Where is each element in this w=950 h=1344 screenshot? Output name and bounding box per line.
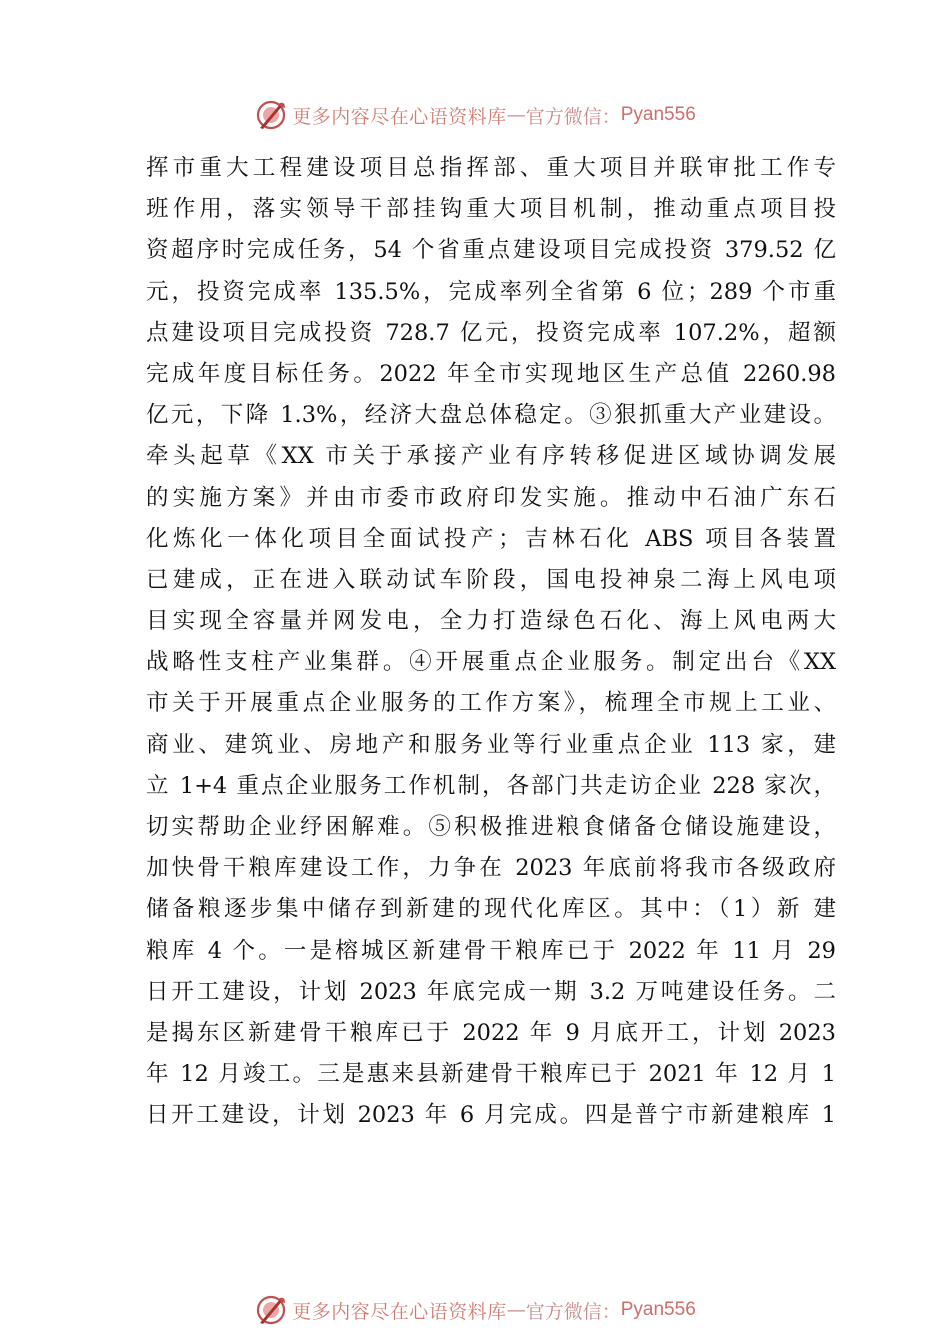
body-line: 商业、建筑业、房地产和服务业等行业重点企业 113 家，建 [146, 731, 836, 758]
watermark-brand: 更多内容尽在心语资料库 [292, 105, 507, 128]
quill-seal-logo-icon [254, 1293, 288, 1327]
body-line: 资超序时完成任务，54 个省重点建设项目完成投资 379.52 亿 [146, 237, 836, 264]
document-body [146, 148, 836, 1137]
body-line: 日开工建设，计划 2023 年底完成一期 3.2 万吨建设任务。二 [146, 978, 836, 1005]
body-line: 粮库 4 个。一是榕城区新建骨干粮库已于 2022 年 11 月 29 [146, 937, 836, 964]
body-line: 元，投资完成率 135.5%，完成率列全省第 6 位；289 个市重 [146, 278, 836, 305]
header-watermark [0, 95, 950, 135]
body-line: 已建成，正在进入联动试车阶段，国电投神泉二海上风电项 [146, 566, 836, 593]
body-line: 市关于开展重点企业服务的工作方案》，梳理全市规上工业、 [146, 690, 836, 717]
watermark-separator: — [506, 1299, 526, 1321]
body-line: 牵头起草《XX 市关于承接产业有序转移促进区域协调发展 [146, 443, 836, 470]
body-line: 立 1+4 重点企业服务工作机制，各部门共走访企业 228 家次， [146, 772, 836, 799]
watermark-separator: — [506, 104, 526, 126]
quill-seal-logo-icon [254, 98, 288, 132]
body-line: 点建设项目完成投资 728.7 亿元，投资完成率 107.2%，超额 [146, 319, 836, 346]
body-line: 化炼化一体化项目全面试投产；吉林石化 ABS 项目各装置 [146, 525, 836, 552]
body-line: 战略性支柱产业集群。④开展重点企业服务。制定出台《XX [146, 649, 836, 676]
body-line: 切实帮助企业纾困解难。⑤积极推进粮食储备仓储设施建设， [146, 814, 836, 840]
body-line: 日开工建设，计划 2023 年 6 月完成。四是普宁市新建粮库 1 [146, 1102, 836, 1129]
body-line: 班作用，落实领导干部挂钩重大项目机制，推动重点项目投 [146, 196, 836, 223]
body-line: 挥市重大工程建设项目总指挥部、重大项目并联审批工作专 [146, 155, 836, 181]
body-line: 储备粮逐步集中储存到新建的现代化库区。其中：（1）新 建 [146, 896, 836, 923]
body-line: 是揭东区新建骨干粮库已于 2022 年 9 月底开工，计划 2023 [146, 1019, 836, 1046]
body-line: 完成年度目标任务。2022 年全市实现地区生产总值 2260.98 [146, 360, 836, 387]
footer-watermark [0, 1290, 950, 1330]
watermark-label: 官方微信： [525, 1300, 621, 1323]
body-line: 的实施方案》并由市委市政府印发实施。推动中石油广东石 [146, 484, 836, 511]
watermark-account: Pyan556 [620, 104, 696, 125]
body-line: 亿元，下降 1.3%，经济大盘总体稳定。③狠抓重大产业建设。 [146, 402, 836, 429]
watermark-brand: 更多内容尽在心语资料库 [292, 1300, 507, 1323]
watermark-label: 官方微信： [525, 105, 621, 128]
body-line: 年 12 月竣工。三是惠来县新建骨干粮库已于 2021 年 12 月 1 [146, 1061, 836, 1088]
body-line: 加快骨干粮库建设工作，力争在 2023 年底前将我市各级政府 [146, 855, 836, 882]
body-line: 目实现全容量并网发电，全力打造绿色石化、海上风电两大 [146, 608, 836, 635]
watermark-account: Pyan556 [620, 1299, 696, 1320]
